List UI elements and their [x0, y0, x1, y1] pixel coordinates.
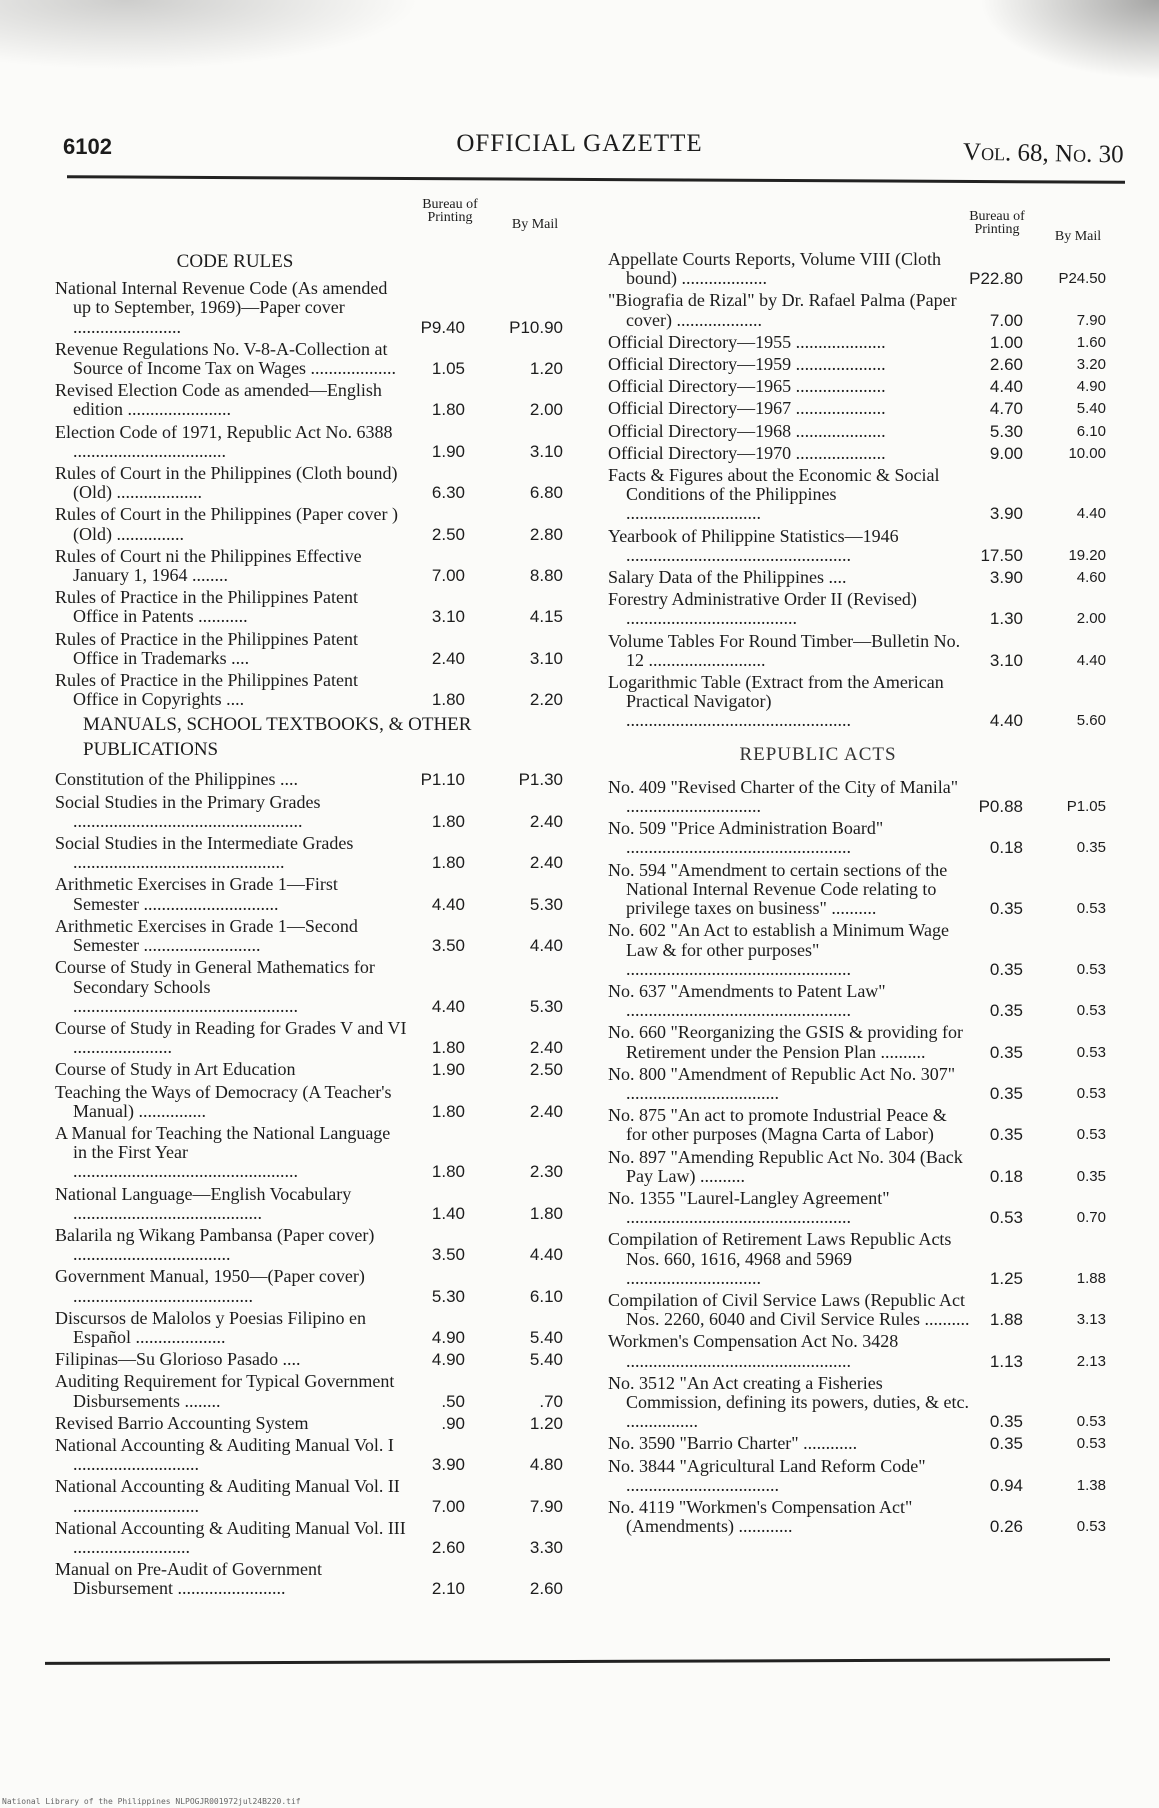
mail-price: 5.60: [1076, 712, 1106, 730]
footer-rule: [45, 1658, 1110, 1665]
price-row: [608, 778, 1148, 816]
item-description: No. 3590 "Barrio Charter" ............: [608, 1433, 858, 1454]
item-description: Revised Barrio Accounting System: [55, 1412, 309, 1433]
bureau-price: 7.00: [431, 566, 465, 586]
bureau-price: 2.10: [431, 1579, 465, 1599]
bureau-price: 17.50: [980, 545, 1023, 565]
republic-acts-list: [608, 778, 1148, 1537]
price-row: [608, 1230, 1148, 1288]
bureau-price: 2.60: [989, 355, 1023, 375]
item-description: No. 4119 "Workmen's Compensation Act" (Amendments) ............: [608, 1496, 913, 1537]
price-row: [608, 982, 1148, 1020]
mail-header: By Mail: [511, 217, 559, 232]
right-list: [608, 250, 1148, 731]
price-row: [55, 423, 595, 461]
item-description: No. 875 "An act to promote Industrial Peace & for other purposes (Magna Carta of Labor): [608, 1105, 947, 1145]
mail-price: 0.53: [1076, 1084, 1106, 1102]
mail-price: 0.53: [1076, 1518, 1106, 1536]
mail-price: 0.70: [1076, 1209, 1106, 1227]
item-description: No. 409 "Revised Charter of the City of Manila" ..............................: [608, 776, 959, 817]
column-header: [608, 198, 1148, 250]
price-row: [608, 1023, 1148, 1061]
price-row: [608, 1065, 1148, 1103]
item-description: Rules of Practice in the Philippines Patent Office in Patents ...........: [55, 587, 358, 627]
item-description: Salary Data of the Philippines ....: [608, 567, 847, 588]
mail-price: P10.90: [509, 317, 563, 337]
price-row: [55, 1060, 595, 1079]
bureau-price: 4.40: [431, 996, 465, 1016]
item-description: Revised Election Code as amended—English edition .......................: [55, 380, 382, 420]
item-description: Course of Study in Reading for Grades V and VI ......................: [55, 1017, 407, 1058]
item-description: "Biografia de Rizal" by Dr. Rafael Palma (Paper cover) ...................: [608, 290, 957, 330]
price-row: [55, 1124, 595, 1182]
mail-price: 0.35: [1076, 1167, 1106, 1185]
price-row: [55, 1519, 595, 1557]
bureau-price: 3.50: [431, 936, 465, 956]
right-column: [608, 198, 1148, 1539]
item-description: Arithmetic Exercises in Grade 1—Second Semester ..........................: [55, 915, 358, 956]
price-row: [55, 1083, 595, 1121]
item-description: Volume Tables For Round Timber—Bulletin No. 12 ..........................: [608, 630, 961, 670]
price-row: [608, 377, 1148, 396]
item-description: Manual on Pre-Audit of Government Disbursement ........................: [55, 1559, 322, 1599]
bureau-header: Bureau of Printing: [422, 197, 478, 225]
left-column: [55, 198, 595, 1602]
item-description: Balarila ng Wikang Pambansa (Paper cover) ...................................: [55, 1224, 375, 1265]
price-row: [55, 917, 595, 955]
bureau-price: 1.00: [989, 332, 1023, 352]
price-row: [55, 1477, 595, 1515]
mail-price: 2.40: [529, 853, 563, 873]
item-description: Course of Study in General Mathematics for Secondary Schools ..................................................: [55, 957, 375, 1016]
mail-price: 4.60: [1076, 569, 1106, 587]
bureau-price: 0.35: [989, 1434, 1023, 1454]
item-description: No. 602 "An Act to establish a Minimum Wage Law & for other purposes" ..................................................: [608, 920, 950, 979]
bureau-price: 1.88: [989, 1310, 1023, 1330]
left-list: [55, 252, 595, 1599]
price-row: [608, 466, 1148, 524]
item-description: Revenue Regulations No. V-8-A-Collection at Source of Income Tax on Wages ...................: [55, 338, 397, 379]
price-row: [608, 1148, 1148, 1186]
price-row: [608, 527, 1148, 565]
mail-price: 6.10: [1076, 422, 1106, 440]
mail-price: 5.40: [1076, 400, 1106, 418]
bureau-price: 9.00: [989, 443, 1023, 463]
bureau-price: 1.80: [431, 1101, 465, 1121]
price-row: [608, 1498, 1148, 1536]
scan-artifact: [979, 0, 1159, 80]
bureau-price: 4.40: [431, 894, 465, 914]
item-description: Teaching the Ways of Democracy (A Teacher's Manual) ...............: [55, 1081, 392, 1121]
mail-price: 0.53: [1076, 1002, 1106, 1020]
price-row: [608, 422, 1148, 441]
column-header: [55, 198, 595, 250]
mail-price: 2.80: [529, 524, 563, 544]
price-row: [608, 568, 1148, 587]
bureau-header: Bureau of Printing: [969, 209, 1025, 237]
mail-price: 1.20: [529, 359, 563, 379]
item-description: National Internal Revenue Code (As amended up to September, 1969)—Paper cover ........................: [55, 278, 388, 337]
bureau-price: .90: [441, 1413, 465, 1433]
bureau-price: 0.94: [989, 1475, 1023, 1495]
item-description: National Accounting & Auditing Manual Vol. II ............................: [55, 1476, 400, 1516]
item-description: Official Directory—1965 ....................: [608, 376, 886, 397]
mail-price: 0.53: [1076, 1413, 1106, 1431]
bureau-price: 1.80: [431, 400, 465, 420]
item-description: Official Directory—1967 ....................: [608, 398, 886, 419]
bureau-price: 4.90: [431, 1327, 465, 1347]
mail-price: 4.40: [529, 936, 563, 956]
mail-price: 0.53: [1076, 1126, 1106, 1144]
price-row: [55, 279, 595, 337]
bureau-price: 4.40: [989, 711, 1023, 731]
price-row: [55, 1185, 595, 1223]
page-title: OFFICIAL GAZETTE: [456, 130, 703, 157]
mail-price: 3.13: [1076, 1311, 1106, 1329]
bureau-price: 3.10: [431, 607, 465, 627]
mail-price: 1.80: [529, 1203, 563, 1223]
price-row: [608, 1189, 1148, 1227]
bureau-price: 0.35: [989, 1412, 1023, 1432]
bureau-price: 4.90: [431, 1350, 465, 1370]
mail-price: 2.30: [529, 1162, 563, 1182]
item-description: Yearbook of Philippine Statistics—1946 ..................................................: [608, 525, 899, 565]
mail-price: 1.60: [1076, 333, 1106, 351]
price-row: [55, 875, 595, 913]
item-description: Election Code of 1971, Republic Act No. 6388 ..................................: [55, 421, 393, 461]
item-description: Compilation of Retirement Laws Republic Acts Nos. 660, 1616, 4968 and 5969 ..............................: [608, 1229, 952, 1288]
price-row: [55, 381, 595, 419]
item-description: Social Studies in the Primary Grades ...................................................: [55, 791, 321, 831]
mail-price: P24.50: [1058, 270, 1106, 288]
price-row: [55, 1309, 595, 1347]
item-description: Government Manual, 1950—(Paper cover) ........................................: [55, 1266, 365, 1306]
bureau-price: .50: [441, 1391, 465, 1411]
price-row: [55, 1414, 595, 1433]
mail-price: 5.40: [529, 1327, 563, 1347]
item-description: Auditing Requirement for Typical Government Disbursements ........: [55, 1371, 395, 1411]
bureau-price: 1.13: [989, 1351, 1023, 1371]
mail-price: 3.10: [529, 441, 563, 461]
item-description: No. 1355 "Laurel-Langley Agreement" ..................................................: [608, 1187, 890, 1228]
item-description: National Accounting & Auditing Manual Vol. III ..........................: [55, 1517, 406, 1557]
bureau-price: 3.10: [989, 650, 1023, 670]
mail-price: 2.13: [1076, 1352, 1106, 1370]
bureau-price: 0.53: [989, 1208, 1023, 1228]
price-row: [55, 958, 595, 1016]
item-description: Course of Study in Art Education: [55, 1059, 296, 1080]
mail-price: 2.60: [529, 1579, 563, 1599]
mail-price: 4.15: [529, 607, 563, 627]
mail-price: 4.80: [529, 1455, 563, 1475]
bureau-price: P0.88: [978, 797, 1023, 817]
item-description: Arithmetic Exercises in Grade 1—First Semester ..............................: [55, 874, 338, 914]
bureau-price: 1.90: [431, 441, 465, 461]
bureau-price: P9.40: [420, 317, 465, 337]
mail-price: 3.10: [529, 648, 563, 668]
bureau-price: 1.80: [431, 811, 465, 831]
mail-price: 2.40: [529, 811, 563, 831]
item-description: National Language—English Vocabulary ..........................................: [55, 1183, 352, 1223]
mail-price: 0.35: [1076, 839, 1106, 857]
bureau-price: 1.80: [431, 690, 465, 710]
item-description: Social Studies in the Intermediate Grades ...............................................: [55, 833, 354, 873]
item-description: Rules of Practice in the Philippines Patent Office in Copyrights ....: [55, 670, 358, 710]
bureau-price: 0.35: [989, 1042, 1023, 1062]
scan-footer: National Library of the Philippines NLPOGJR001972jul24B220.tif: [2, 1797, 301, 1806]
bureau-price: 5.30: [989, 421, 1023, 441]
item-description: National Accounting & Auditing Manual Vol. I ............................: [55, 1434, 394, 1475]
mail-price: 4.40: [1076, 651, 1106, 669]
mail-price: 6.10: [529, 1286, 563, 1306]
price-row: [608, 632, 1148, 670]
mail-price: 5.40: [529, 1350, 563, 1370]
bureau-price: 3.90: [431, 1455, 465, 1475]
item-description: No. 594 "Amendment to certain sections of the National Internal Revenue Code relating to privilege taxes on business" ..........: [608, 859, 948, 919]
bureau-price: 3.50: [431, 1245, 465, 1265]
header-rule: [67, 175, 1125, 184]
bureau-price: 1.80: [431, 1038, 465, 1058]
mail-price: 1.88: [1076, 1269, 1106, 1287]
bureau-price: 2.40: [431, 648, 465, 668]
item-description: Forestry Administrative Order II (Revised) ......................................: [608, 589, 917, 629]
item-description: Workmen's Compensation Act No. 3428 ..................................................: [608, 1331, 899, 1371]
bureau-price: 0.35: [989, 1083, 1023, 1103]
price-row: [55, 671, 595, 709]
mail-price: 0.53: [1076, 900, 1106, 918]
bureau-price: 0.35: [989, 1001, 1023, 1021]
price-row: [55, 630, 595, 668]
item-description: Rules of Court in the Philippines (Paper cover ) (Old) ...............: [55, 504, 398, 544]
price-row: [608, 673, 1148, 731]
price-row: [608, 1374, 1148, 1432]
item-description: Appellate Courts Reports, Volume VIII (Cloth bound) ...................: [608, 249, 941, 289]
mail-price: 0.53: [1076, 960, 1106, 978]
bureau-price: 5.30: [431, 1286, 465, 1306]
bureau-price: 0.26: [989, 1517, 1023, 1537]
mail-price: 4.40: [529, 1245, 563, 1265]
price-row: [55, 340, 595, 378]
mail-price: 0.53: [1076, 1043, 1106, 1061]
price-row: [608, 819, 1148, 857]
price-row: [55, 588, 595, 626]
price-row: [608, 1291, 1148, 1329]
price-row: [608, 1434, 1148, 1453]
price-row: [55, 1267, 595, 1305]
mail-price: 8.80: [529, 566, 563, 586]
mail-price: 7.90: [529, 1496, 563, 1516]
price-row: [608, 1332, 1148, 1370]
price-row: [608, 921, 1148, 979]
item-description: Facts & Figures about the Economic & Social Conditions of the Philippines ..............................: [608, 465, 940, 524]
item-description: Filipinas—Su Glorioso Pasado ....: [55, 1349, 301, 1370]
item-description: Logarithmic Table (Extract from the American Practical Navigator) ..................................................: [608, 672, 944, 731]
bureau-price: 1.80: [431, 853, 465, 873]
price-row: [608, 250, 1148, 288]
item-description: Rules of Practice in the Philippines Patent Office in Trademarks ....: [55, 628, 358, 668]
mail-price: 10.00: [1068, 444, 1106, 462]
bureau-price: 1.05: [431, 359, 465, 379]
mail-price: 2.00: [529, 400, 563, 420]
scan-artifact: [0, 0, 420, 70]
bureau-price: 4.40: [989, 377, 1023, 397]
bureau-price: 0.35: [989, 959, 1023, 979]
mail-price: 4.40: [1076, 505, 1106, 523]
price-row: [55, 1560, 595, 1598]
price-row: [55, 1019, 595, 1057]
item-description: Constitution of the Philippines ....: [55, 769, 299, 790]
mail-price: 2.20: [529, 690, 563, 710]
item-description: No. 660 "Reorganizing the GSIS & providing for Retirement under the Pension Plan ..........: [608, 1022, 963, 1062]
item-description: No. 800 "Amendment of Republic Act No. 307" ..................................: [608, 1063, 956, 1103]
item-description: No. 509 "Price Administration Board" ..................................................: [608, 818, 884, 858]
item-description: Discursos de Malolos y Poesias Filipino en Español ....................: [55, 1307, 366, 1347]
price-row: [55, 1372, 595, 1410]
item-description: Rules of Court in the Philippines (Cloth bound) (Old) ...................: [55, 463, 398, 503]
price-row: [608, 590, 1148, 628]
price-row: [608, 291, 1148, 329]
mail-price: 1.20: [529, 1413, 563, 1433]
mail-price: 2.00: [1076, 610, 1106, 628]
price-row: [608, 1457, 1148, 1495]
price-row: [608, 399, 1148, 418]
mail-price: P1.30: [518, 770, 563, 790]
item-description: Official Directory—1955 ....................: [608, 331, 886, 352]
bureau-price: 3.90: [989, 504, 1023, 524]
price-row: [608, 861, 1148, 919]
bureau-price: 7.00: [989, 310, 1023, 330]
item-description: Official Directory—1970 ....................: [608, 442, 886, 463]
item-description: Compilation of Civil Service Laws (Republic Act Nos. 2260, 6040 and Civil Service Rules ..........: [608, 1289, 970, 1330]
bureau-price: 6.30: [431, 483, 465, 503]
price-row: [608, 355, 1148, 374]
mail-price: 5.30: [529, 894, 563, 914]
bureau-price: 0.18: [989, 1166, 1023, 1186]
bureau-price: 2.60: [431, 1537, 465, 1557]
page-number: 6102: [63, 134, 112, 159]
mail-price: 2.50: [529, 1060, 563, 1080]
mail-price: 2.40: [529, 1101, 563, 1121]
price-row: [55, 505, 595, 543]
item-description: No. 637 "Amendments to Patent Law" ..................................................: [608, 980, 886, 1021]
bureau-price: 1.25: [989, 1268, 1023, 1288]
bureau-price: 1.30: [989, 609, 1023, 629]
mail-price: 5.30: [529, 996, 563, 1016]
bureau-price: P22.80: [969, 269, 1023, 289]
bureau-price: 1.40: [431, 1203, 465, 1223]
item-description: No. 3844 "Agricultural Land Reform Code" ..................................: [608, 1455, 926, 1495]
price-row: [55, 1436, 595, 1474]
mail-price: 0.53: [1076, 1435, 1106, 1453]
mail-price: 19.20: [1068, 546, 1106, 564]
bureau-price: 0.35: [989, 899, 1023, 919]
bureau-price: 0.35: [989, 1125, 1023, 1145]
item-description: No. 897 "Amending Republic Act No. 304 (Back Pay Law) ..........: [608, 1146, 963, 1186]
mail-price: 2.40: [529, 1038, 563, 1058]
price-row: [608, 333, 1148, 352]
price-row: [55, 547, 595, 585]
price-row: [55, 834, 595, 872]
volume-label: Vol. 68, No. 30: [963, 138, 1125, 169]
bureau-price: 4.70: [989, 399, 1023, 419]
price-row: [55, 770, 595, 789]
mail-price: 6.80: [529, 483, 563, 503]
mail-price: 3.30: [529, 1537, 563, 1557]
price-row: [608, 444, 1148, 463]
section-title: MANUALS, SCHOOL TEXTBOOKS, & OTHER PUBLICATIONS: [83, 714, 472, 761]
price-row: [55, 464, 595, 502]
price-row: [55, 1350, 595, 1369]
bureau-price: 7.00: [431, 1496, 465, 1516]
bureau-price: P1.10: [420, 770, 465, 790]
price-row: [55, 793, 595, 831]
mail-header: By Mail: [1054, 229, 1102, 244]
mail-price: 3.20: [1076, 356, 1106, 374]
mail-price: P1.05: [1066, 798, 1106, 816]
price-row: [608, 1106, 1148, 1144]
item-description: Official Directory—1968 ....................: [608, 420, 886, 441]
item-description: A Manual for Teaching the National Language in the First Year ..................................................: [55, 1122, 391, 1182]
bureau-price: 2.50: [431, 524, 465, 544]
item-description: Rules of Court ni the Philippines Effective January 1, 1964 ........: [55, 545, 362, 586]
bureau-price: 1.80: [431, 1162, 465, 1182]
item-description: Official Directory—1959 ....................: [608, 354, 886, 375]
mail-price: 7.90: [1076, 311, 1106, 329]
mail-price: .70: [539, 1391, 563, 1411]
item-description: No. 3512 "An Act creating a Fisheries Commission, defining its powers, duties, & etc. ................: [608, 1372, 969, 1432]
bureau-price: 3.90: [989, 568, 1023, 588]
section-title: REPUBLIC ACTS: [739, 743, 897, 765]
mail-price: 1.38: [1076, 1476, 1106, 1494]
bureau-price: 0.18: [989, 838, 1023, 858]
bureau-price: 1.90: [431, 1060, 465, 1080]
price-row: [55, 1226, 595, 1264]
mail-price: 4.90: [1076, 378, 1106, 396]
section-title: CODE RULES: [176, 251, 294, 272]
